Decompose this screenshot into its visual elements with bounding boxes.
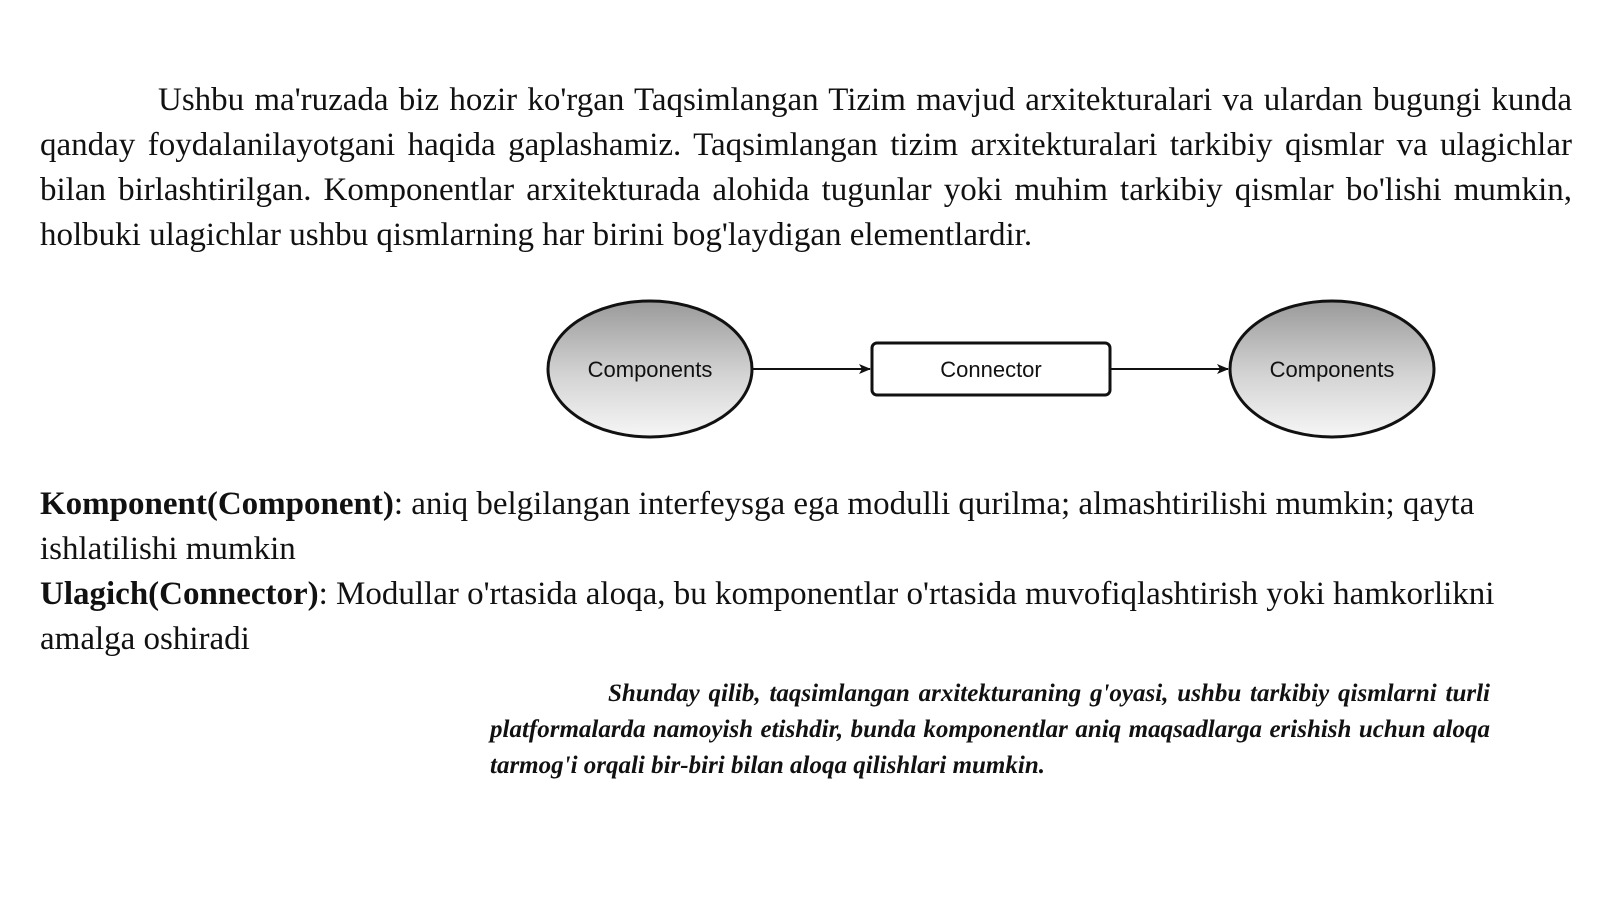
intro-paragraph: Ushbu ma'ruzada biz hozir ko'rgan Taqsimlangan Tizim mavjud arxitekturalari va ulardan bugungi kunda qanday foydalanilayotgani haqida gaplashamiz. Taqsimlangan tizim arxitekturalari tarkibiy qismlar va ulagichlar bilan birlashtirilgan. Komponentlar arxitekturada alohida tugunlar yoki muhim tarkibiy qismlar bo'lishi mumkin, holbuki ulagichlar ushbu qismlarning har birini bog'laydigan elementlardir. — [40, 82, 1572, 253]
definition-connector — [40, 572, 1560, 662]
component-node-right — [1230, 301, 1434, 437]
connector-node-label: Connector — [940, 357, 1042, 382]
summary-paragraph: Shunday qilib, taqsimlangan arxitekturaning g'oyasi, ushbu tarkibiy qismlarni turli platformalarda namoyish etishdir, bunda komponentlar aniq maqsadlarga erishish uchun aloqa tarmog'i orqali bir-biri bilan aloqa qilishlari mumkin. — [490, 680, 1490, 779]
definition-component — [40, 482, 1560, 572]
definition-description: : aniq belgilangan interfeysga ega modulli qurilma; almashtirilishi mumkin; qayta ishlatilishi mumkin — [40, 486, 1475, 567]
component-node-left — [548, 301, 752, 437]
architecture-diagram — [545, 296, 1445, 442]
component-node-left-label: Components — [587, 357, 713, 382]
connector-node — [872, 343, 1110, 395]
definition-term: Komponent(Component) — [40, 486, 394, 522]
component-node-right-label: Components — [1269, 357, 1395, 382]
definition-description: : Modullar o'rtasida aloqa, bu komponentlar o'rtasida muvofiqlashtirish yoki hamkorlikni amalga oshiradi — [40, 576, 1495, 657]
definitions-block — [40, 482, 1560, 662]
definition-term: Ulagich(Connector) — [40, 576, 319, 612]
